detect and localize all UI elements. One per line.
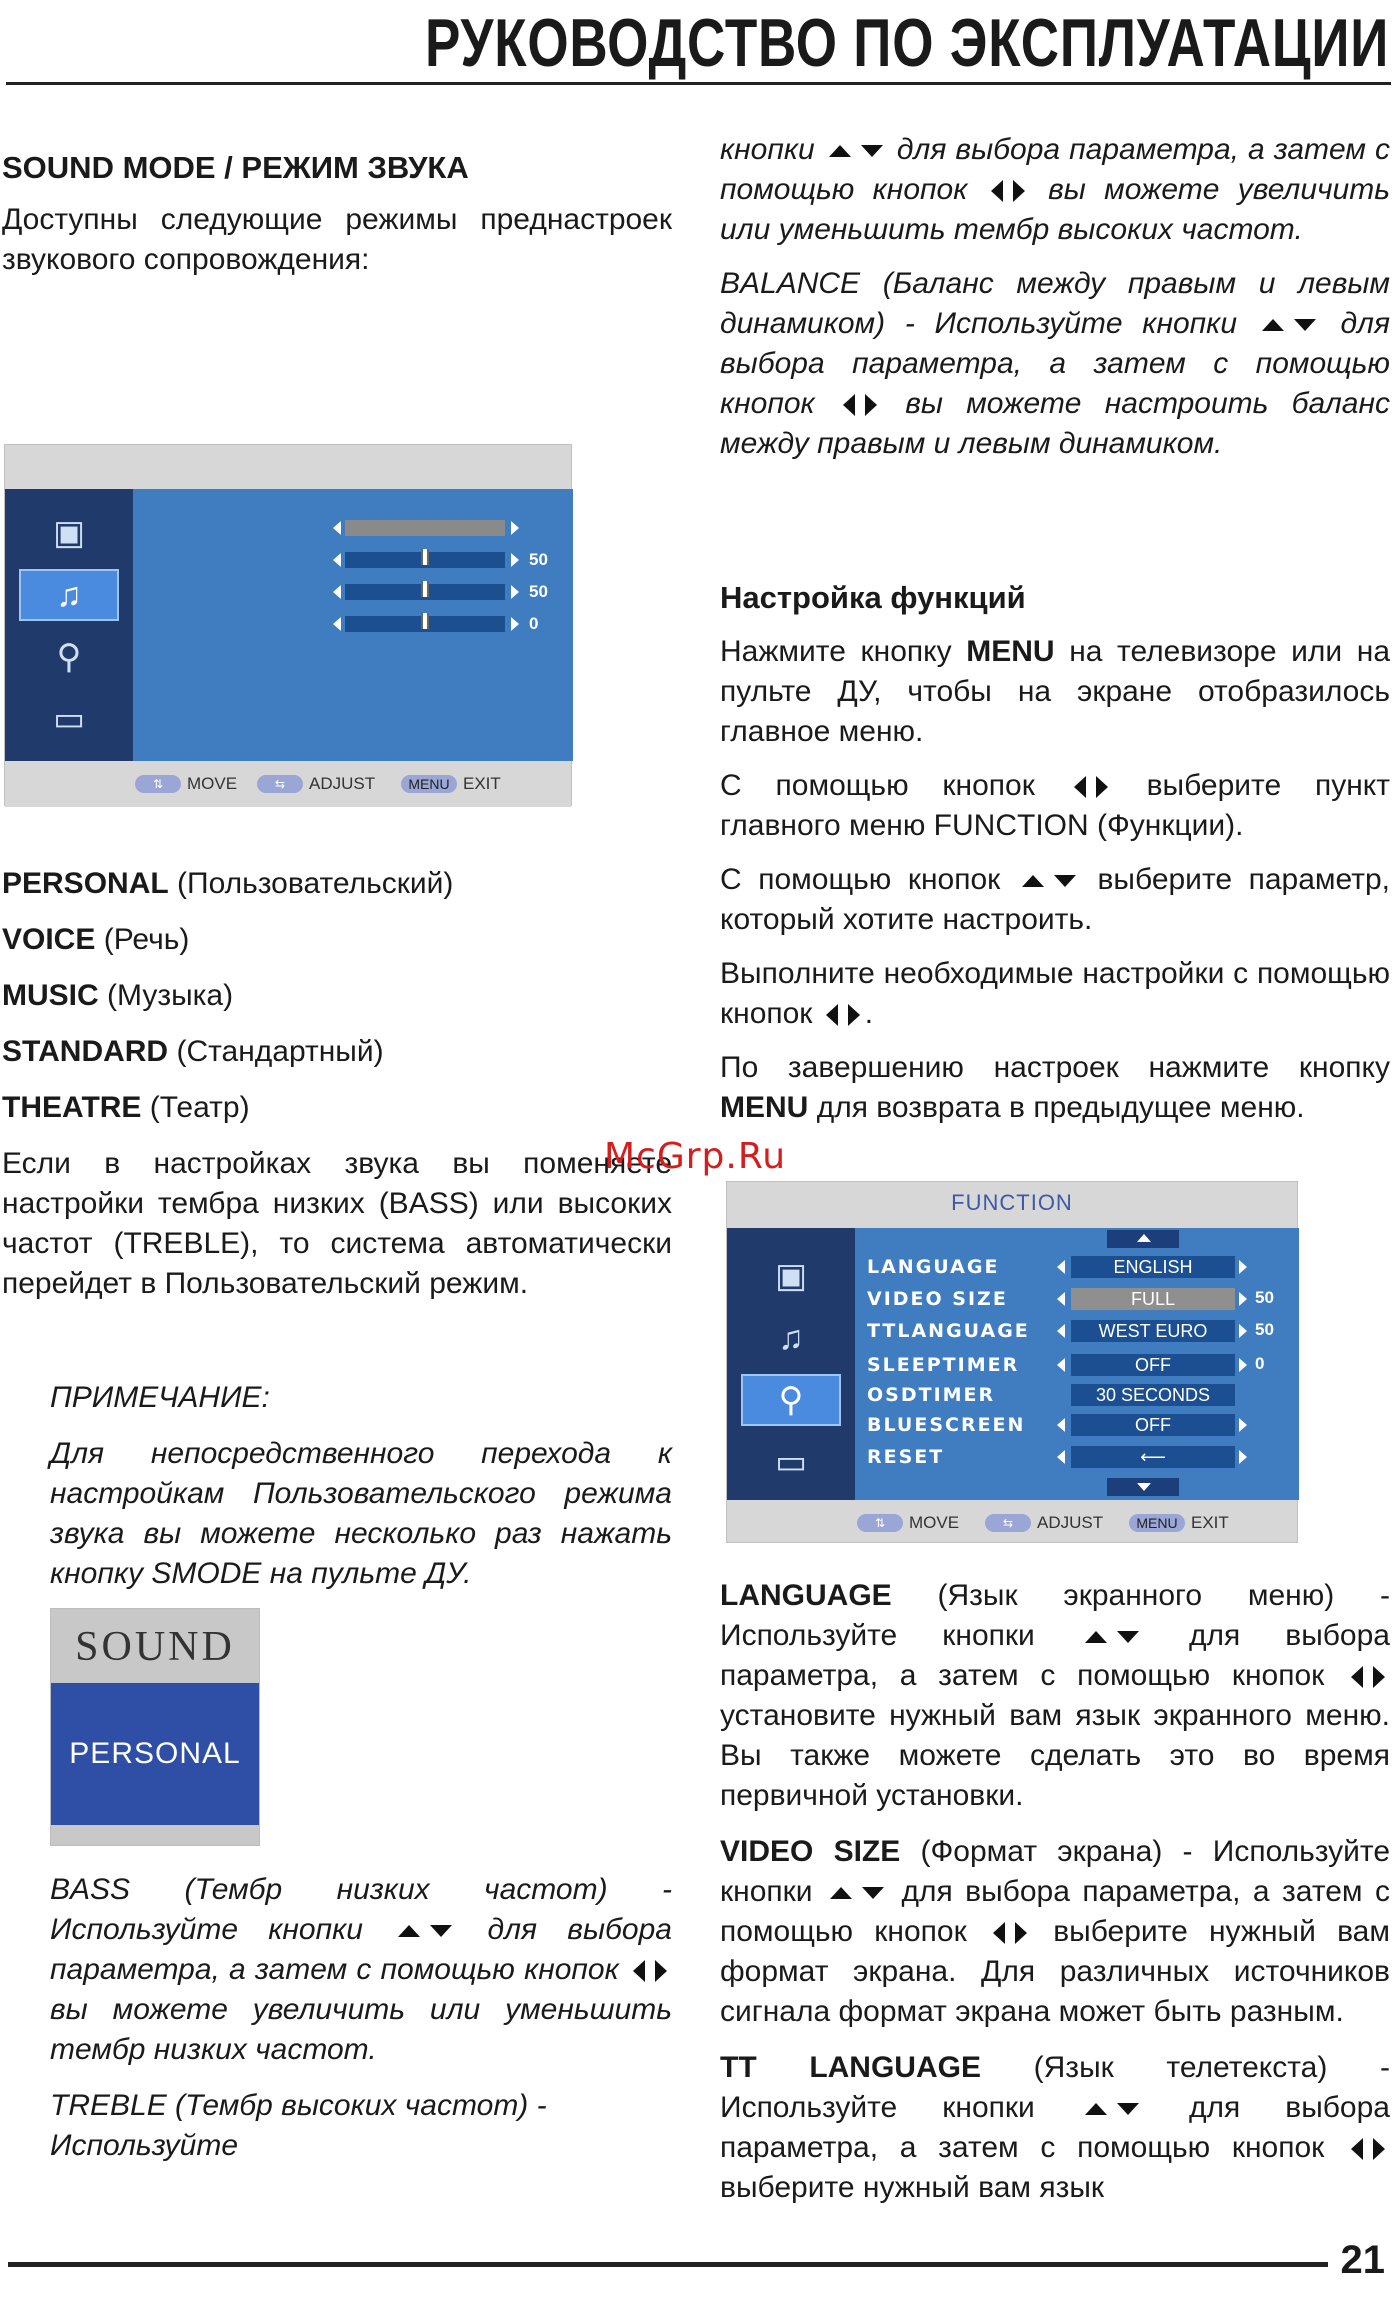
scroll-up-indicator bbox=[1107, 1230, 1179, 1248]
down-arrow-icon bbox=[1117, 2103, 1139, 2115]
down-arrow-icon bbox=[430, 1925, 452, 1937]
leftright-icon: ⇆ bbox=[257, 775, 303, 793]
mode-voice: VOICE (Речь) bbox=[2, 923, 190, 956]
header-rule bbox=[6, 82, 1391, 85]
tv-icon: ▭ bbox=[52, 700, 86, 738]
fm-row-bluescreen-value: OFF bbox=[1071, 1414, 1235, 1436]
function-heading: Настройка функций bbox=[720, 580, 1026, 615]
treble-block bbox=[720, 130, 1390, 464]
function-setup-block bbox=[720, 578, 1390, 1128]
fm-row-sleeptimer-num: 0 bbox=[1255, 1354, 1265, 1373]
function-menu-screenshot bbox=[726, 1181, 1298, 1543]
mode-personal: PERSONAL (Пользовательский) bbox=[2, 867, 454, 900]
page-number: 21 bbox=[1340, 2238, 1385, 2282]
sound-menu-main bbox=[133, 489, 573, 761]
sound-card-mode: PERSONAL bbox=[51, 1683, 259, 1825]
treble-slider bbox=[333, 581, 563, 603]
move-hint: ⇅ MOVE bbox=[135, 774, 237, 794]
function-descriptions bbox=[720, 1576, 1390, 2208]
fm-row-sleeptimer-value: OFF bbox=[1071, 1354, 1235, 1376]
sound-menu-footer bbox=[5, 761, 571, 807]
balance-text: BALANCE (Баланс между правым и левым динамиком) - Используйте кнопки для выбора параметра, а затем с помощью кнопок вы можете настроить баланс между правым и левым динамиком. bbox=[720, 267, 1391, 460]
up-arrow-icon bbox=[829, 145, 851, 157]
videosize-desc: VIDEO SIZE (Формат экрана) - Используйте кнопки для выбора параметра, а затем с помощью кнопок выберите нужный вам формат экрана. Для различных источников сигнала формат экрана может быть разным. bbox=[720, 1835, 1390, 2028]
fm-row-language-value: ENGLISH bbox=[1071, 1256, 1235, 1278]
sound-menu-topbar bbox=[5, 445, 571, 489]
bass-knob bbox=[421, 549, 429, 565]
left-arrow-icon bbox=[826, 1004, 838, 1026]
sound-mode-intro: Доступны следующие режимы преднастроек звукового сопровождения: bbox=[2, 203, 672, 276]
sound-personal-screenshot bbox=[50, 1608, 260, 1846]
down-arrow-icon bbox=[1294, 319, 1316, 331]
right-arrow-icon bbox=[1373, 2138, 1385, 2160]
adjust-hint: ⇆ ADJUST bbox=[257, 774, 375, 794]
scroll-down-indicator bbox=[1107, 1478, 1179, 1496]
note-block bbox=[50, 1378, 672, 1594]
up-arrow-icon bbox=[830, 1887, 852, 1899]
left-column-top bbox=[2, 148, 672, 280]
fm-row-language-label: LANGUAGE bbox=[867, 1256, 1000, 1278]
left-arrow-icon bbox=[1074, 776, 1086, 798]
language-desc: LANGUAGE (Язык экранного меню) - Используйте кнопки для выбора параметра, а затем с помощью кнопок установите нужный вам язык экранного меню. Вы также можете сделать это во время первичной установки. bbox=[720, 1579, 1390, 1812]
footer-rule bbox=[8, 2262, 1328, 2267]
sound-card-title: SOUND bbox=[75, 1624, 235, 1670]
auto-switch-text: Если в настройках звука вы поменяете настройки тембра низких (BASS) или высоких частот (TREBLE), то система автоматически перейдет в Пользовательский режим. bbox=[2, 1147, 672, 1300]
up-arrow-icon bbox=[398, 1925, 420, 1937]
fm-row-videosize-num: 50 bbox=[1255, 1288, 1274, 1307]
func-step-4: Выполните необходимые настройки с помощью кнопок . bbox=[720, 957, 1390, 1030]
tv-icon: ▭ bbox=[774, 1443, 808, 1481]
func-step-3: С помощью кнопок выберите параметр, который хотите настроить. bbox=[720, 863, 1390, 936]
down-arrow-icon bbox=[1054, 875, 1076, 887]
right-arrow-icon bbox=[1015, 1922, 1027, 1944]
up-arrow-icon bbox=[1085, 2103, 1107, 2115]
func-step-2: С помощью кнопок выберите пункт главного меню FUNCTION (Функции). bbox=[720, 769, 1390, 842]
fm-row-bluescreen-label: BLUESCREEN bbox=[867, 1414, 1026, 1436]
fm-row-sleeptimer-label: SLEEPTIMER bbox=[867, 1354, 1020, 1376]
exit-hint: MENU EXIT bbox=[401, 774, 501, 794]
leftright-icon: ⇆ bbox=[985, 1514, 1031, 1532]
left-arrow-icon bbox=[1351, 1666, 1363, 1688]
treble-value: 50 bbox=[529, 582, 548, 601]
picture-icon: ▣ bbox=[774, 1257, 808, 1295]
mode-theatre: THEATRE (Театр) bbox=[2, 1091, 250, 1124]
fm-row-osdtimer-value: 30 SECONDS bbox=[1071, 1384, 1235, 1406]
treble-text: кнопки для выбора параметра, а затем с помощью кнопок вы можете увеличить или уменьшить тембр высоких частот. bbox=[720, 133, 1390, 246]
bass-block bbox=[50, 1870, 672, 2166]
balance-knob bbox=[421, 613, 429, 629]
fm-row-osdtimer-label: OSDTIMER bbox=[867, 1384, 996, 1406]
fm-row-videosize-label: VIDEO SIZE bbox=[867, 1288, 1008, 1310]
function-menu-sidebar bbox=[727, 1228, 855, 1500]
sound-mode-heading: SOUND MODE / РЕЖИМ ЗВУКА bbox=[2, 150, 469, 185]
bass-text: BASS (Тембр низких частот) - Используйте кнопки для выбора параметра, а затем с помощью кнопок вы можете увеличить или уменьшить тембр низких частот. bbox=[50, 1873, 672, 2066]
right-arrow-icon bbox=[865, 394, 877, 416]
up-arrow-icon bbox=[1085, 1631, 1107, 1643]
move-hint: ⇅ MOVE bbox=[857, 1513, 959, 1533]
down-arrow-icon bbox=[862, 1887, 884, 1899]
right-arrow-icon bbox=[655, 1960, 667, 1982]
sound-mode-list bbox=[2, 864, 672, 1304]
left-arrow-icon bbox=[991, 180, 1003, 202]
right-arrow-icon bbox=[1013, 180, 1025, 202]
adjust-hint: ⇆ ADJUST bbox=[985, 1513, 1103, 1533]
left-arrow-icon bbox=[993, 1922, 1005, 1944]
func-step-1: Нажмите кнопку MENU на телевизоре или на пульте ДУ, чтобы на экране отобразилось главное меню. bbox=[720, 635, 1391, 748]
left-arrow-icon bbox=[633, 1960, 645, 1982]
treble-knob bbox=[421, 581, 429, 597]
bass-slider bbox=[333, 549, 563, 571]
music-note-icon: ♫ bbox=[778, 1318, 804, 1357]
sound-menu-screenshot bbox=[4, 444, 572, 806]
right-arrow-icon bbox=[1373, 1666, 1385, 1688]
mode-standard: STANDARD (Стандартный) bbox=[2, 1035, 384, 1068]
ttlanguage-desc: TT LANGUAGE (Язык телетекста) - Используйте кнопки для выбора параметра, а затем с помощью кнопок выберите нужный вам язык bbox=[720, 2051, 1390, 2204]
bass-value: 50 bbox=[529, 550, 548, 569]
up-arrow-icon bbox=[1262, 319, 1284, 331]
right-arrow-icon bbox=[848, 1004, 860, 1026]
down-arrow-icon bbox=[861, 145, 883, 157]
fm-row-ttlanguage-num: 50 bbox=[1255, 1320, 1274, 1339]
fm-row-videosize-value: FULL bbox=[1071, 1288, 1235, 1310]
sound-mode-row bbox=[333, 517, 563, 539]
function-menu-footer bbox=[727, 1500, 1297, 1544]
down-arrow-icon bbox=[1117, 1631, 1139, 1643]
updown-icon: ⇅ bbox=[857, 1514, 903, 1532]
fm-row-reset-value: ⟵ bbox=[1071, 1446, 1235, 1468]
exit-hint: MENU EXIT bbox=[1129, 1513, 1229, 1533]
up-arrow-icon bbox=[1022, 875, 1044, 887]
page-header-title: РУКОВОДСТВО ПО ЭКСПЛУАТАЦИИ bbox=[424, 5, 1389, 81]
note-title: ПРИМЕЧАНИЕ: bbox=[50, 1381, 270, 1414]
fm-row-ttlanguage-value: WEST EURO bbox=[1071, 1320, 1235, 1342]
music-note-icon: ♫ bbox=[19, 569, 119, 621]
picture-icon: ▣ bbox=[52, 514, 86, 552]
note-text: Для непосредственного перехода к настройкам Пользовательского режима звука вы можете несколько раз нажать кнопку SMODE на пульте ДУ. bbox=[50, 1437, 672, 1590]
left-arrow-icon bbox=[843, 394, 855, 416]
updown-icon: ⇅ bbox=[135, 775, 181, 793]
balance-slider bbox=[333, 613, 563, 635]
watermark: McGrp.Ru bbox=[604, 1136, 787, 1177]
fm-row-ttlanguage-label: TTLANGUAGE bbox=[867, 1320, 1030, 1342]
treble-text-start: TREBLE (Тембр высоких частот) - Используйте bbox=[50, 2089, 547, 2162]
sound-menu-sidebar bbox=[5, 489, 133, 761]
mode-music: MUSIC (Музыка) bbox=[2, 979, 234, 1012]
left-arrow-icon bbox=[1351, 2138, 1363, 2160]
satellite-dish-icon: ⚲ bbox=[741, 1374, 841, 1426]
right-arrow-icon bbox=[1096, 776, 1108, 798]
func-step-5: По завершению настроек нажмите кнопку MENU для возврата в предыдущее меню. bbox=[720, 1051, 1390, 1124]
fm-row-reset-label: RESET bbox=[867, 1446, 945, 1468]
balance-value: 0 bbox=[529, 614, 539, 633]
satellite-dish-icon: ⚲ bbox=[56, 638, 82, 676]
function-menu-title: FUNCTION bbox=[951, 1190, 1073, 1215]
